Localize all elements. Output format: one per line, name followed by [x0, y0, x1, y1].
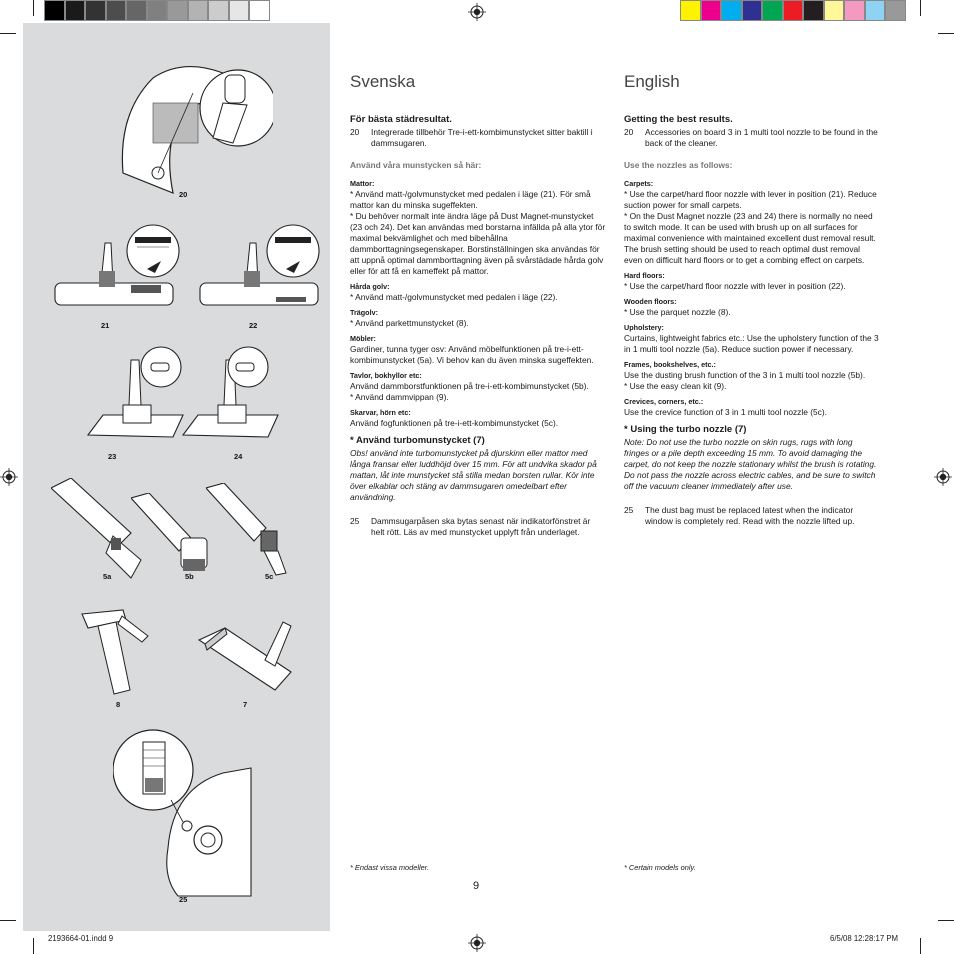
gray-swatch	[126, 0, 147, 21]
dust-magnet-nozzle-24-illustration	[178, 345, 288, 445]
figure-label-8: 8	[116, 700, 121, 709]
sv-item-25-text: Dammsugarpåsen ska bytas senast när indikatorfönstret är helt rött. Läs av med munstycket upplyft från underlaget.	[371, 516, 591, 537]
gray-swatch	[229, 0, 250, 21]
sv-item-25-number: 25	[350, 516, 360, 526]
registration-mark-bottom-icon	[468, 934, 486, 952]
hard-floor-nozzle-22-illustration	[198, 223, 323, 313]
en-hard-floors-title: Hard floors:	[624, 271, 665, 280]
crop-mark-tl-h	[0, 33, 16, 34]
color-swatch	[701, 0, 722, 21]
sv-mattor-line: * Du behöver normalt inte ändra läge på Dust Magnet-munstycket (23 och 24). Det kan användas med borstarna infällda på alla ytor för maximal bekvämlighet och med bibehållna dammborttagningsegenskaper. Borstinställningen ska användas för att uppnå optimal dammborttagning även på svårstädade hårda golv eller för att få en kameffekt på mattor.	[350, 211, 606, 276]
english-column	[624, 72, 880, 538]
sv-tragolv-title: Trägolv:	[350, 308, 378, 317]
registration-mark-left-icon	[0, 468, 18, 486]
en-use-nozzles-title: Use the nozzles as follows:	[624, 160, 733, 170]
gray-swatch	[85, 0, 106, 21]
color-swatch	[742, 0, 763, 21]
sv-skarvar-line: Använd fogfunktionen på tre-i-ett-kombimunstycket (5c).	[350, 418, 559, 428]
en-crevices-line: Use the crevice function of 3 in 1 multi tool nozzle (5c).	[624, 407, 827, 417]
gray-swatch	[167, 0, 188, 21]
process-color-bar	[680, 0, 906, 21]
en-frames-line: * Use the easy clean kit (9).	[624, 381, 727, 391]
color-swatch	[865, 0, 886, 21]
sv-harda-block	[350, 282, 606, 303]
registration-mark-top-icon	[468, 3, 486, 21]
carpet-nozzle-21-illustration	[53, 223, 193, 313]
sv-tavlor-title: Tavlor, bokhyllor etc:	[350, 371, 422, 380]
en-item-20-number: 20	[624, 127, 634, 137]
en-item-20	[624, 127, 880, 149]
en-hard-floors-block	[624, 271, 880, 292]
sv-mobler-title: Möbler:	[350, 334, 376, 343]
gray-swatch	[65, 0, 86, 21]
gray-swatch	[106, 0, 127, 21]
en-turbo-title: * Using the turbo nozzle (7)	[624, 424, 747, 435]
swedish-heading: Svenska	[350, 72, 416, 91]
sv-item-25	[350, 516, 606, 538]
crop-mark-bl-h	[0, 920, 16, 921]
crop-mark-br-v	[920, 938, 921, 954]
sv-item-20	[350, 127, 606, 149]
en-carpets-title: Carpets:	[624, 179, 654, 188]
en-item-20-text: Accessories on board 3 in 1 multi tool nozzle to be found in the back of the cleaner.	[645, 127, 878, 148]
sv-mobler-line: Gardiner, tunna tyger osv: Använd möbelfunktionen på tre-i-ett-kombimunstycket (5a). Vi behov kan du även minska sugeffekten.	[350, 344, 594, 365]
en-crevices-block	[624, 397, 880, 418]
sv-harda-title: Hårda golv:	[350, 282, 390, 291]
figure-label-5c: 5c	[265, 572, 274, 581]
multi-tool-5c-illustration	[206, 483, 296, 583]
en-upholstery-title: Upholstery:	[624, 323, 664, 332]
illustration-panel	[23, 23, 330, 931]
en-carpets-line: * On the Dust Magnet nozzle (23 and 24) there is normally no need to switch mode. It can be used with brush up on all surfaces for maximal convenience with maintained excellent dust removal result. The brush setting should be used to reach optimal dust removal even on difficult hard floors or to get a combing effect on carpets.	[624, 211, 876, 265]
sv-mattor-title: Mattor:	[350, 179, 375, 188]
gray-swatch	[44, 0, 65, 21]
figure-label-22: 22	[249, 321, 258, 330]
sv-skarvar-title: Skarvar, hörn etc:	[350, 408, 411, 417]
dust-bag-indicator-illustration	[113, 728, 253, 898]
sv-turbo-block	[350, 435, 606, 503]
sv-tavlor-line: * Använd dammvippan (9).	[350, 392, 449, 402]
vacuum-rear-tool-illustration	[113, 53, 273, 203]
en-footnote: * Certain models only.	[624, 863, 696, 872]
en-hard-floors-line: * Use the carpet/hard floor nozzle with lever in position (22).	[624, 281, 846, 291]
sv-footnote: * Endast vissa modeller.	[350, 863, 430, 872]
crop-mark-tr-v	[920, 0, 921, 16]
swedish-column	[350, 72, 606, 549]
en-wooden-floors-block	[624, 297, 880, 318]
en-turbo-note: Note: Do not use the turbo nozzle on skin rugs, rugs with long fringes or a pile depth exceeding 15 mm. To avoid damaging the carpet, do not keep the nozzle stationary whilst the brush is rotating. Do not pass the nozzle across electric cables, and be sure to switch off the vacuum cleaner immediately after use.	[624, 437, 877, 491]
en-frames-block	[624, 360, 880, 392]
sv-mobler-block	[350, 334, 606, 366]
en-carpets-block	[624, 179, 880, 266]
gray-swatch	[188, 0, 209, 21]
figure-label-5a: 5a	[103, 572, 112, 581]
figure-label-20: 20	[179, 190, 188, 199]
figure-label-7: 7	[243, 700, 248, 709]
figure-label-24: 24	[234, 452, 243, 461]
sv-skarvar-block	[350, 408, 606, 429]
en-wooden-floors-line: * Use the parquet nozzle (8).	[624, 307, 731, 317]
crop-mark-tl-v	[33, 0, 34, 16]
gray-swatch	[147, 0, 168, 21]
color-swatch	[721, 0, 742, 21]
en-upholstery-line: Curtains, lightweight fabrics etc.: Use the upholstery function of the 3 in 1 multi tool nozzle (5a). Reduce suction power if necessary.	[624, 333, 879, 354]
gray-swatch	[249, 0, 270, 21]
en-frames-line: Use the dusting brush function of the 3 in 1 multi tool nozzle (5b).	[624, 370, 866, 380]
figure-label-21: 21	[101, 321, 110, 330]
gray-swatch	[208, 0, 229, 21]
sv-item-20-number: 20	[350, 127, 360, 137]
page-number: 9	[473, 880, 480, 892]
sv-tragolv-block	[350, 308, 606, 329]
figure-label-5b: 5b	[185, 572, 194, 581]
sv-use-nozzles-title: Använd våra munstycken så här:	[350, 160, 482, 170]
color-swatch	[803, 0, 824, 21]
en-item-25-text: The dust bag must be replaced latest when the indicator window is completely red. Read with the nozzle lifted up.	[645, 505, 855, 526]
sv-tavlor-line: Använd dammborstfunktionen på tre-i-ett-kombimunstycket (5b).	[350, 381, 589, 391]
crop-mark-bl-v	[33, 938, 34, 954]
sv-turbo-title: * Använd turbomunstycket (7)	[350, 435, 485, 446]
en-upholstery-block	[624, 323, 880, 355]
en-carpets-line: * Use the carpet/hard floor nozzle with lever in position (21). Reduce suction power for small carpets.	[624, 189, 877, 210]
slug-filename: 2193664-01.indd 9	[48, 934, 114, 943]
figure-label-25: 25	[179, 895, 188, 904]
turbo-nozzle-7-illustration	[195, 620, 295, 695]
gray-color-bar	[44, 0, 270, 21]
en-best-results-title: Getting the best results.	[624, 114, 733, 125]
en-crevices-title: Crevices, corners, etc.:	[624, 397, 704, 406]
figure-label-23: 23	[108, 452, 117, 461]
crop-mark-tr-h	[938, 33, 954, 34]
sv-item-20-text: Integrerade tillbehör Tre-i-ett-kombimunstycket sitter baktill i dammsugaren.	[371, 127, 593, 148]
color-swatch	[844, 0, 865, 21]
sv-tragolv-line: * Använd parkettmunstycket (8).	[350, 318, 469, 328]
slug-timestamp: 6/5/08 12:28:17 PM	[830, 934, 899, 943]
en-wooden-floors-title: Wooden floors:	[624, 297, 677, 306]
sv-mattor-line: * Använd matt-/golvmunstycket med pedalen i läge (21). För små mattor kan du minska sugeffekten.	[350, 189, 591, 210]
color-swatch	[762, 0, 783, 21]
dust-magnet-nozzle-23-illustration	[83, 345, 193, 445]
en-frames-title: Frames, bookshelves, etc.:	[624, 360, 716, 369]
en-item-25	[624, 505, 880, 527]
parquet-nozzle-8-illustration	[78, 608, 153, 698]
color-swatch	[680, 0, 701, 21]
color-swatch	[824, 0, 845, 21]
sv-turbo-note: Obs! använd inte turbomunstycket på djurskinn eller mattor med långa fransar eller luddhöjd över 15 mm. För att undvika skador på mattan, låt inte munstycket stå stilla medan borsten rullar. Kör inte över elkablar och stäng av dammsugaren omedelbart efter användning.	[350, 448, 597, 502]
sv-best-results-title: För bästa städresultat.	[350, 114, 452, 125]
sv-harda-line: * Använd matt-/golvmunstycket med pedalen i läge (22).	[350, 292, 558, 302]
color-swatch	[783, 0, 804, 21]
sv-mattor-block	[350, 179, 606, 277]
en-turbo-block	[624, 424, 880, 492]
crop-mark-br-h	[938, 920, 954, 921]
color-swatch	[885, 0, 906, 21]
en-item-25-number: 25	[624, 505, 634, 515]
registration-mark-right-icon	[934, 468, 952, 486]
english-heading: English	[624, 72, 680, 91]
sv-tavlor-block	[350, 371, 606, 403]
